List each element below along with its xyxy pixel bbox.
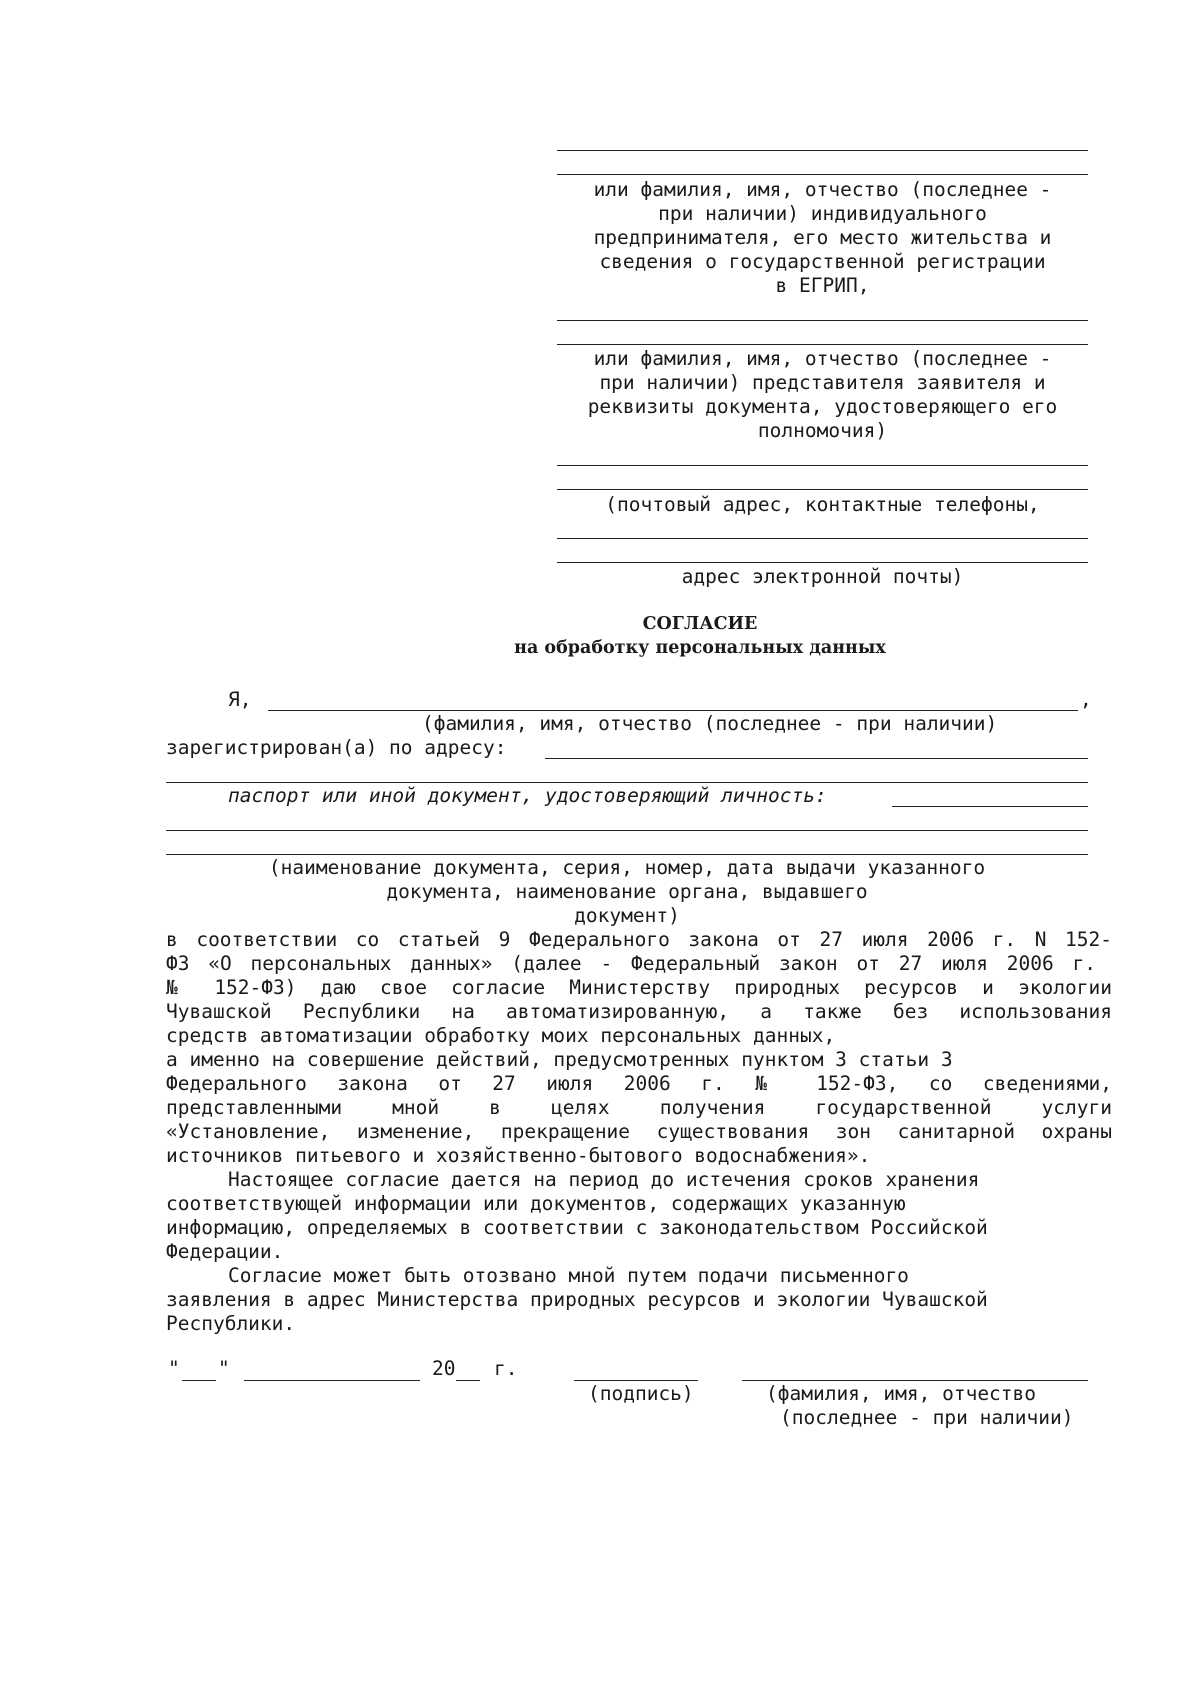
body-p2-line-1: а именно на совершение действий, предусмотренных пунктом 3 статьи 3	[166, 1048, 953, 1071]
body-p2-line-4: «Установление, изменение, прекращение существования зон санитарной охраны	[166, 1120, 1112, 1143]
body-p4-line-1: Согласие может быть отозвано мной путем подачи письменного	[228, 1264, 909, 1287]
body-p4-line-2: заявления в адрес Министерства природных ресурсов и экологии Чувашской	[166, 1288, 988, 1311]
email-blank-line-2	[557, 562, 1088, 563]
document-subtitle: на обработку персональных данных	[514, 638, 886, 658]
header-blank-line-1	[557, 150, 1088, 151]
header-caption-2-line-1: или фамилия, имя, отчество (последнее -	[593, 347, 1052, 370]
signer-name-blank	[742, 1380, 1088, 1381]
body-p3-line-4: Федерации.	[166, 1240, 284, 1263]
document-caption-line-1: (наименование документа, серия, номер, дата выдачи указанного	[268, 856, 986, 879]
document-title: СОГЛАСИЕ	[642, 614, 758, 634]
body-p3-line-1: Настоящее согласие дается на период до истечения сроков хранения	[228, 1168, 980, 1191]
postal-blank-line-1	[557, 465, 1088, 466]
body-p1-line-3: № 152-ФЗ) даю свое согласие Министерству природных ресурсов и экологии	[166, 976, 1112, 999]
date-month-blank	[244, 1380, 420, 1381]
address-input-line-2	[166, 782, 1088, 783]
header-caption-2-line-3: реквизиты документа, удостоверяющего его	[587, 395, 1058, 418]
header-caption-1-line-4: сведения о государственной регистрации	[599, 250, 1046, 273]
document-caption-line-2: документа, наименование органа, выдавшего	[386, 880, 868, 903]
passport-input-line-1	[892, 806, 1088, 807]
body-p3-line-2: соответствующей информации или документов, содержащих указанную	[166, 1192, 906, 1215]
body-p1-line-4: Чувашской Республики на автоматизированную, а также без использования	[166, 1000, 1112, 1023]
signer-name-caption-1: (фамилия, имя, отчество	[766, 1382, 1037, 1405]
date-quote-open: "	[168, 1357, 180, 1380]
header-blank-line-3	[557, 320, 1088, 321]
address-input-line-1	[545, 758, 1088, 759]
body-p2-line-5: источников питьевого и хозяйственно-бытового водоснабжения».	[166, 1144, 871, 1167]
postal-blank-line-2	[557, 489, 1088, 490]
fio-input-line	[268, 710, 1078, 711]
fio-comma: ,	[1080, 688, 1092, 711]
registered-label: зарегистрирован(а) по адресу:	[166, 736, 507, 759]
date-quote-close: "	[218, 1357, 230, 1380]
signer-name-caption-2: (последнее - при наличии)	[780, 1406, 1074, 1429]
email-blank-line-1	[557, 538, 1088, 539]
signature-caption: (подпись)	[588, 1382, 694, 1405]
header-caption-1-line-3: предпринимателя, его место жительства и	[593, 226, 1052, 249]
email-caption: адрес электронной почты)	[681, 565, 964, 588]
header-blank-line-2	[557, 174, 1088, 175]
passport-input-line-3	[166, 854, 1088, 855]
ya-label: Я,	[228, 688, 252, 711]
header-blank-line-4	[557, 344, 1088, 345]
body-p2-line-2: Федерального закона от 27 июля 2006 г. № 152-ФЗ, со сведениями,	[166, 1072, 1112, 1095]
header-caption-1-line-2: при наличии) индивидуального	[658, 202, 987, 225]
signature-blank	[574, 1380, 698, 1381]
body-p1-line-2: ФЗ «О персональных данных» (далее - Федеральный закон от 27 июля 2006 г.	[166, 952, 1096, 975]
document-caption-line-3: документ)	[574, 904, 680, 927]
passport-label: паспорт или иной документ, удостоверяющий личность:	[228, 784, 827, 807]
header-caption-1-line-1: или фамилия, имя, отчество (последнее -	[593, 178, 1052, 201]
postal-caption: (почтовый адрес, контактные телефоны,	[605, 493, 1040, 516]
date-year-prefix: 20	[432, 1357, 456, 1380]
header-caption-2-line-2: при наличии) представителя заявителя и	[599, 371, 1046, 394]
header-caption-2-line-4: полномочия)	[757, 419, 888, 442]
body-p2-line-3: представленными мной в целях получения государственной услуги	[166, 1096, 1112, 1119]
body-p3-line-3: информацию, определяемых в соответствии с законодательством Российской	[166, 1216, 988, 1239]
body-p4-line-3: Республики.	[166, 1312, 296, 1335]
header-caption-1-line-5: в ЕГРИП,	[775, 274, 870, 297]
body-p1-line-1: в соответствии со статьей 9 Федерального закона от 27 июля 2006 г. N 152-	[166, 928, 1112, 951]
date-year-suffix: г.	[494, 1357, 518, 1380]
date-day-blank	[182, 1380, 216, 1381]
body-p1-line-5: средств автоматизации обработку моих персональных данных,	[166, 1024, 836, 1047]
passport-input-line-2	[166, 830, 1088, 831]
date-year-blank	[456, 1380, 480, 1381]
fio-caption: (фамилия, имя, отчество (последнее - при наличии)	[422, 712, 998, 735]
